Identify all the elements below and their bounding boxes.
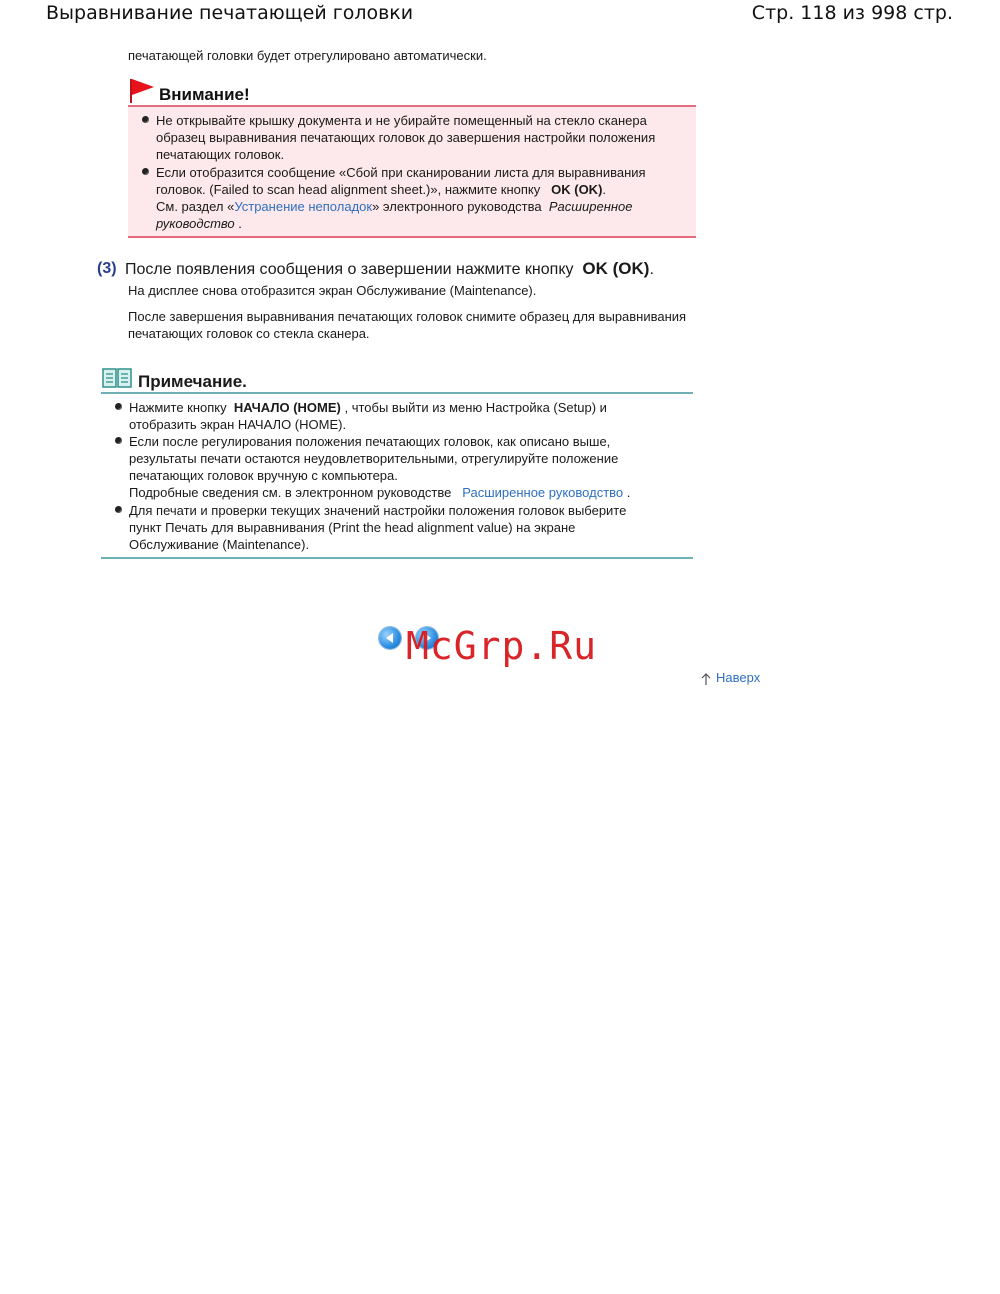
note-item-1-line-1: Нажмите кнопку НАЧАЛО (HOME) , чтобы выйти из меню Настройка (Setup) и: [129, 400, 607, 415]
bullet-icon: [142, 116, 149, 123]
arrow-left-icon: [379, 627, 401, 649]
note-divider-bottom: [101, 557, 693, 559]
attention-item-1-line-1: Не открывайте крышку документа и не убирайте помещенный на стекло сканера: [156, 113, 647, 128]
attention-item-2-line-3: См. раздел «Устранение неполадок» электронного руководства Расширенное: [156, 199, 633, 214]
step-paragraph-1: На дисплее снова отобразится экран Обслуживание (Maintenance).: [128, 283, 537, 298]
book-icon: [102, 367, 132, 389]
bullet-icon: [142, 168, 149, 175]
note-item-2-line-2: результаты печати остаются неудовлетворительными, отрегулируйте положение: [129, 451, 619, 466]
page-title: Выравнивание печатающей головки: [46, 2, 414, 24]
ok-button-label: OK (OK): [551, 182, 603, 197]
note-item-3-line-1: Для печати и проверки текущих значений настройки положения головок выберите: [129, 503, 627, 518]
attention-item-2-line-4: руководство .: [156, 216, 242, 231]
flag-icon: [129, 78, 155, 104]
troubleshooting-link[interactable]: Устранение неполадок: [234, 199, 373, 214]
note-item-2-line-3: печатающих головок вручную с компьютера.: [129, 468, 398, 483]
note-item-1-line-2: отобразить экран НАЧАЛО (HOME).: [129, 417, 347, 432]
attention-item-1-line-3: печатающих головок.: [156, 147, 285, 162]
note-item-2-line-1: Если после регулирования положения печатающих головок, как описано выше,: [129, 434, 611, 449]
attention-title: Внимание!: [159, 85, 250, 104]
attention-item-2-line-2: головок. (Failed to scan head alignment sheet.)», нажмите кнопку OK (OK).: [156, 182, 607, 197]
note-item-3-line-2: пункт Печать для выравнивания (Print the head alignment value) на экране: [129, 520, 576, 535]
step-paragraph-2-line-2: печатающих головок со стекла сканера.: [128, 326, 370, 341]
previous-page-button[interactable]: [379, 627, 401, 649]
advanced-guide-link[interactable]: Расширенное руководство: [462, 485, 624, 500]
note-item-2-line-4: Подробные сведения см. в электронном руководстве Расширенное руководство .: [129, 485, 631, 500]
bullet-icon: [115, 437, 122, 444]
watermark: McGrp.Ru: [406, 624, 598, 668]
note-title: Примечание.: [138, 372, 247, 391]
note-item-3-line-3: Обслуживание (Maintenance).: [129, 537, 310, 552]
arrow-up-icon[interactable]: [700, 672, 712, 686]
note-divider-top: [101, 392, 693, 394]
home-button-label: НАЧАЛО (HOME): [233, 400, 341, 415]
intro-text: печатающей головки будет отрегулировано автоматически.: [128, 48, 487, 63]
step-number: (3): [97, 260, 117, 277]
step-heading: После появления сообщения о завершении нажмите кнопку OK (OK).: [125, 259, 654, 278]
attention-item-2-line-1: Если отобразится сообщение «Сбой при сканировании листа для выравнивания: [156, 165, 646, 180]
bullet-icon: [115, 506, 122, 513]
bullet-icon: [115, 403, 122, 410]
page-counter: Стр. 118 из 998 стр.: [751, 2, 953, 24]
step-paragraph-2-line-1: После завершения выравнивания печатающих головок снимите образец для выравнивания: [128, 309, 687, 324]
attention-item-1-line-2: образец выравнивания печатающих головок до завершения настройки положения: [156, 130, 656, 145]
ok-button-label: OK (OK): [582, 259, 650, 278]
back-to-top-link[interactable]: Наверх: [716, 670, 761, 685]
